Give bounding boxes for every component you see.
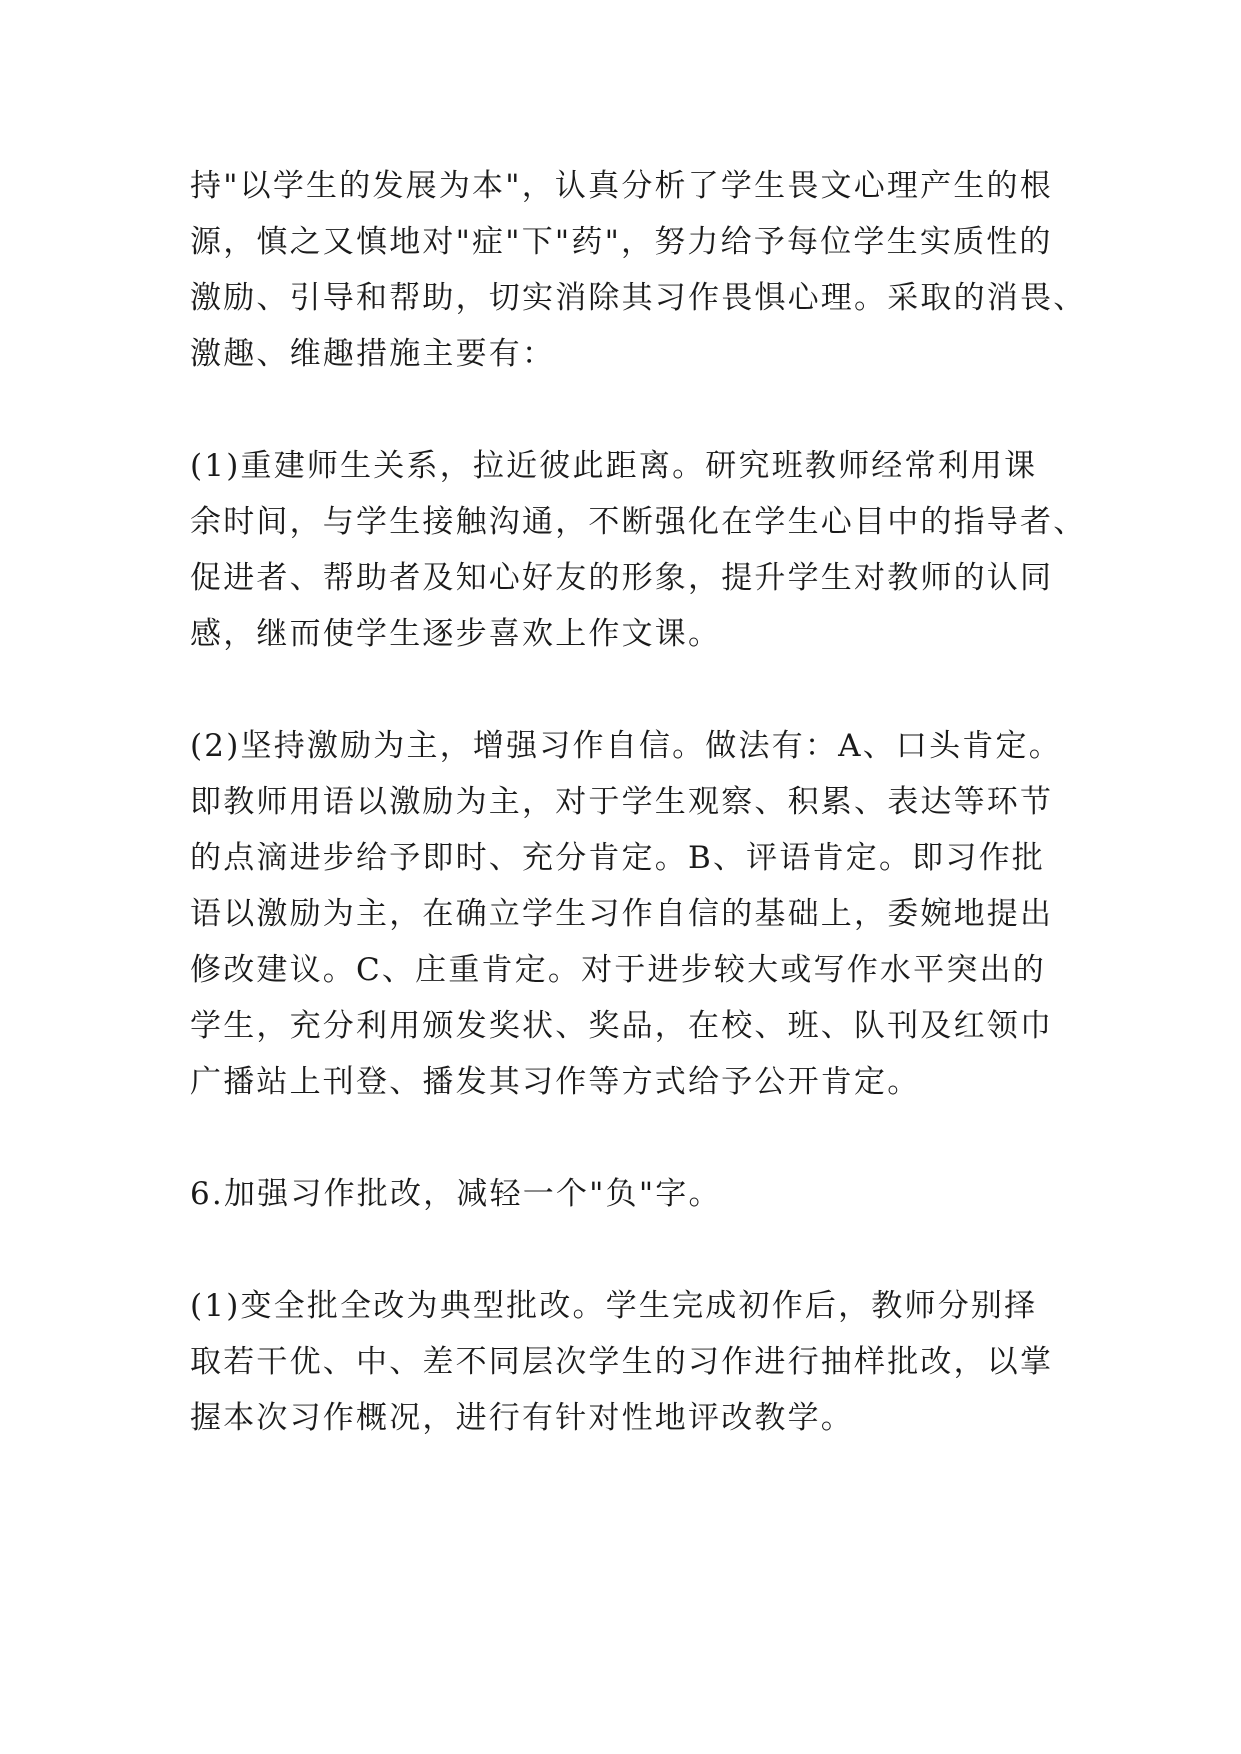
text-line: 余时间，与学生接触沟通，不断强化在学生心目中的指导者、 (190, 504, 1087, 540)
text-line: 激趣、维趣措施主要有： (190, 336, 556, 372)
paragraph (190, 438, 1087, 662)
text-line: (1)变全批全改为典型批改。学生完成初作后，教师分别择 (190, 1288, 1038, 1324)
paragraph (190, 718, 1070, 1110)
paragraph (190, 158, 1087, 382)
paragraph-gap (190, 662, 1070, 718)
paragraph (190, 1166, 1070, 1222)
paragraph (190, 1278, 1070, 1446)
document-body (190, 158, 1087, 1446)
text-line: 6.加强习作批改，减轻一个"负"字。 (190, 1176, 722, 1212)
text-line: (1)重建师生关系，拉近彼此距离。研究班教师经常利用课 (190, 448, 1038, 484)
text-line: 学生，充分利用颁发奖状、奖品，在校、班、队刊及红领巾 (190, 1008, 1054, 1044)
text-line: 源，慎之又慎地对"症"下"药"，努力给予每位学生实质性的 (190, 224, 1053, 260)
text-line: 即教师用语以激励为主，对于学生观察、积累、表达等环节 (190, 784, 1054, 820)
text-line: 握本次习作概况，进行有针对性地评改教学。 (190, 1400, 854, 1436)
paragraph-gap (190, 382, 1070, 438)
text-line: 广播站上刊登、播发其习作等方式给予公开肯定。 (190, 1064, 921, 1100)
text-line: 的点滴进步给予即时、充分肯定。B、评语肯定。即习作批 (190, 840, 1045, 876)
text-line: 感，继而使学生逐步喜欢上作文课。 (190, 616, 722, 652)
text-line: 语以激励为主，在确立学生习作自信的基础上，委婉地提出 (190, 896, 1054, 932)
text-line: 促进者、帮助者及知心好友的形象，提升学生对教师的认同 (190, 560, 1054, 596)
text-line: (2)坚持激励为主，增强习作自信。做法有：A、口头肯定。 (190, 728, 1062, 764)
paragraph-gap (190, 1222, 1070, 1278)
text-line: 修改建议。C、庄重肯定。对于进步较大或写作水平突出的 (190, 952, 1046, 988)
text-line: 激励、引导和帮助，切实消除其习作畏惧心理。采取的消畏、 (190, 280, 1087, 316)
text-line: 取若干优、中、差不同层次学生的习作进行抽样批改，以掌 (190, 1344, 1054, 1380)
paragraph-gap (190, 1110, 1070, 1166)
text-line: 持"以学生的发展为本"，认真分析了学生畏文心理产生的根 (190, 168, 1053, 204)
